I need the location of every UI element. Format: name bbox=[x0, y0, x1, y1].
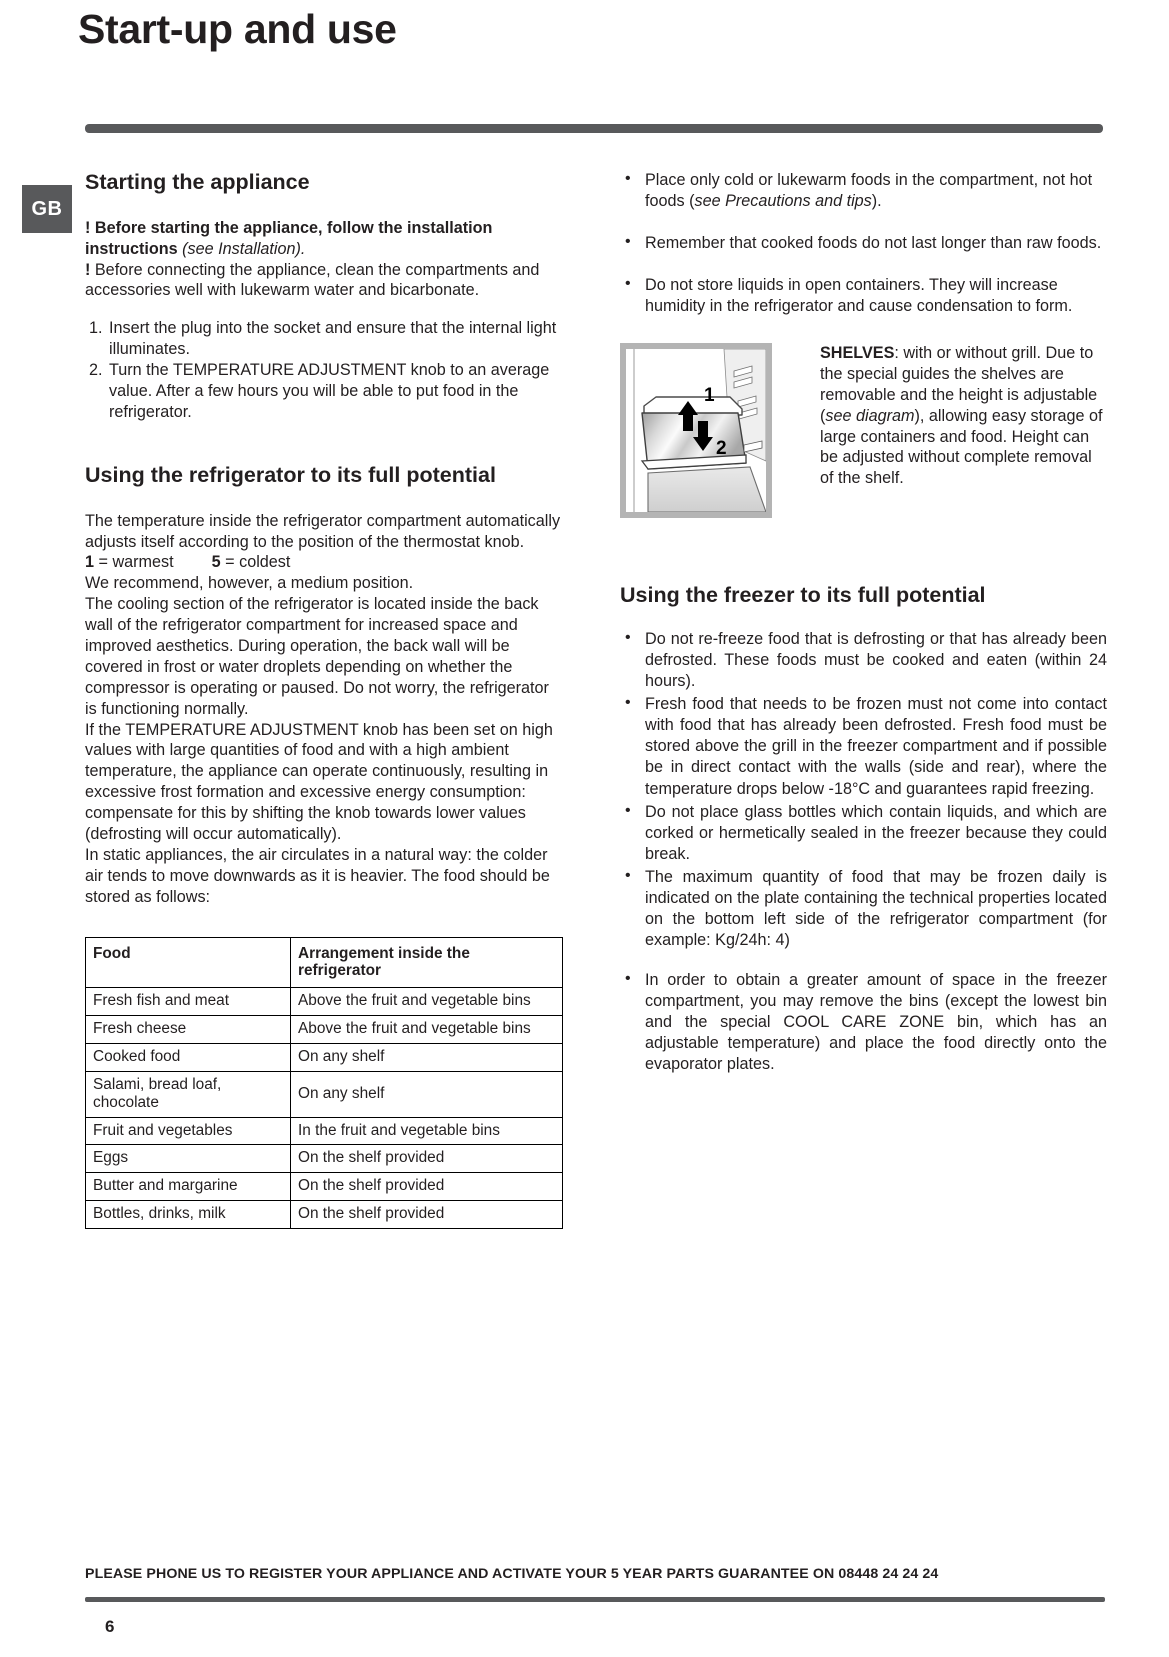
warning-mark: ! bbox=[85, 218, 91, 237]
food-storage-table bbox=[85, 937, 563, 1229]
cell-arrangement: On the shelf provided bbox=[291, 1173, 563, 1201]
footer-registration-note: PLEASE PHONE US TO REGISTER YOUR APPLIANCE AND ACTIVATE YOUR 5 YEAR PARTS GUARANTEE ON 08448 24 24 24 bbox=[85, 1566, 939, 1582]
shelves-description bbox=[820, 343, 1107, 489]
fridge-use-paragraph-2: We recommend, however, a medium position. bbox=[85, 574, 414, 593]
cell-arrangement: On the shelf provided bbox=[291, 1145, 563, 1173]
shelves-block bbox=[620, 343, 1107, 523]
heading-using-the-freezer: Using the freezer to its full potential bbox=[620, 583, 986, 608]
shelves-text-body: : with or without grill. Due to the special guides the shelves are removable and the height is adjustable (see diagram), allowing easy storage of large containers and food. Height can be adjusted without complete removal of the shelf. bbox=[820, 344, 1103, 488]
cell-food: Salami, bread loaf, chocolate bbox=[86, 1071, 291, 1117]
page-number: 6 bbox=[105, 1617, 115, 1636]
list-item: • Do not place glass bottles which contain liquids, and which are corked or hermetically sealed in the freezer because they could break. bbox=[620, 802, 1107, 865]
column-header-arrangement: Arrangement inside the refrigerator bbox=[291, 937, 563, 988]
list-item: • Do not store liquids in open containers. They will increase humidity in the refrigerator and cause condensation to form. bbox=[620, 275, 1107, 317]
footer-divider bbox=[85, 1597, 1105, 1602]
fridge-use-paragraph-1: The temperature inside the refrigerator compartment automatically adjusts itself according to the position of the thermostat knob. bbox=[85, 511, 561, 551]
cell-arrangement: Above the fruit and vegetable bins bbox=[291, 988, 563, 1016]
list-item: • Fresh food that needs to be frozen must not come into contact with food that has already been defrosted. Fresh food must be stored above the grill in the freezer compartment and if possible be in direct contact with the walls (side and rear), where the temperature drops below -18°C and guarantees rapid freezing. bbox=[620, 694, 1107, 799]
table-row bbox=[86, 1201, 563, 1229]
startup-step: 1. Insert the plug into the socket and ensure that the internal light illuminates. bbox=[107, 318, 563, 360]
warning-reference: (see Installation). bbox=[177, 239, 306, 258]
startup-step: 2. Turn the TEMPERATURE ADJUSTMENT knob to an average value. After a few hours you will be able to put food in the refrigerator. bbox=[107, 360, 563, 423]
fridge-use-paragraph-4: If the TEMPERATURE ADJUSTMENT knob has been set on high values with large quantities of food and with a high ambient temperature, the appliance can operate continuously, resulting in excessive frost formation and excessive energy consumption: compensate for this by shifting the knob towards lower values (defrosting will occur automatically). bbox=[85, 720, 553, 843]
table-row bbox=[86, 1071, 563, 1117]
shelf-adjustment-illustration bbox=[626, 349, 766, 512]
table-row bbox=[86, 1173, 563, 1201]
diagram-callout-2: 2 bbox=[716, 438, 727, 460]
freezer-tips-list bbox=[620, 629, 1107, 1075]
cell-food: Eggs bbox=[86, 1145, 291, 1173]
cell-arrangement: On any shelf bbox=[291, 1043, 563, 1071]
scale-warmest-value: 1 bbox=[85, 553, 95, 572]
note-mark: ! bbox=[85, 260, 91, 279]
table-row bbox=[86, 1117, 563, 1145]
left-column bbox=[85, 170, 563, 1229]
note-text: Before connecting the appliance, clean the compartments and accessories well with lukewarm water and bicarbonate. bbox=[85, 260, 540, 300]
heading-using-the-refrigerator: Using the refrigerator to its full potential bbox=[85, 462, 496, 487]
table-row bbox=[86, 1043, 563, 1071]
fridge-use-paragraph-3: The cooling section of the refrigerator is located inside the back wall of the refrigerator compartment for increased space and improved aesthetics. During operation, the back wall will be covered in frost or water droplets depending on whether the compressor is operating or paused. Do not worry, the refrigerator is functioning normally. bbox=[85, 595, 549, 718]
startup-steps-list bbox=[85, 318, 563, 422]
locale-tab-gb: GB bbox=[22, 185, 72, 233]
cell-food: Fresh fish and meat bbox=[86, 988, 291, 1016]
table-header-row bbox=[86, 937, 563, 988]
fridge-use-paragraph-5: In static appliances, the air circulates in a natural way: the colder air tends to move downwards as it is heavier. The food should be stored as follows: bbox=[85, 845, 550, 906]
column-header-food: Food bbox=[86, 937, 291, 988]
cell-food: Fruit and vegetables bbox=[86, 1117, 291, 1145]
thermostat-scale bbox=[85, 552, 563, 573]
table-row bbox=[86, 988, 563, 1016]
cell-arrangement: Above the fruit and vegetable bins bbox=[291, 1016, 563, 1044]
warning-bold-text: Before starting the appliance, follow the installation instructions bbox=[85, 218, 493, 258]
cell-arrangement: On any shelf bbox=[291, 1071, 563, 1117]
list-item: • The maximum quantity of food that may be frozen daily is indicated on the plate containing the technical properties located on the bottom left side of the refrigerator compartment (for example: Kg/24h: 4) bbox=[620, 867, 1107, 951]
cell-food: Butter and margarine bbox=[86, 1173, 291, 1201]
table-row bbox=[86, 1016, 563, 1044]
cell-arrangement: On the shelf provided bbox=[291, 1201, 563, 1229]
refrigerator-tips-list bbox=[620, 170, 1107, 317]
refrigerator-shelf-diagram bbox=[620, 343, 772, 518]
scale-coldest-value: 5 bbox=[211, 553, 221, 572]
shelves-label: SHELVES bbox=[820, 344, 895, 363]
starting-note bbox=[85, 260, 563, 302]
list-item: • Do not re-freeze food that is defrosting or that has already been defrosted. These foods must be cooked and eaten (within 24 hours). bbox=[620, 629, 1107, 692]
starting-warning bbox=[85, 218, 563, 260]
title-divider bbox=[85, 124, 1103, 133]
diagram-callout-1: 1 bbox=[704, 385, 715, 407]
cell-arrangement: In the fruit and vegetable bins bbox=[291, 1117, 563, 1145]
list-item: • Remember that cooked foods do not last longer than raw foods. bbox=[620, 233, 1107, 254]
right-column bbox=[620, 170, 1107, 1077]
page-title: Start-up and use bbox=[78, 6, 397, 52]
cell-food: Bottles, drinks, milk bbox=[86, 1201, 291, 1229]
scale-coldest-label: = coldest bbox=[220, 553, 291, 572]
cell-food: Cooked food bbox=[86, 1043, 291, 1071]
table-row bbox=[86, 1145, 563, 1173]
list-item: • In order to obtain a greater amount of space in the freezer compartment, you may remove the bins (except the lowest bin and the special COOL CARE ZONE bin, which has an adjustable temperature) and place the food directly onto the evaporator plates. bbox=[620, 970, 1107, 1075]
cell-food: Fresh cheese bbox=[86, 1016, 291, 1044]
list-item: • Place only cold or lukewarm foods in the compartment, not hot foods (see Precautions and tips). bbox=[620, 170, 1107, 212]
scale-warmest-label: = warmest bbox=[94, 553, 174, 572]
heading-starting-the-appliance: Starting the appliance bbox=[85, 170, 310, 194]
